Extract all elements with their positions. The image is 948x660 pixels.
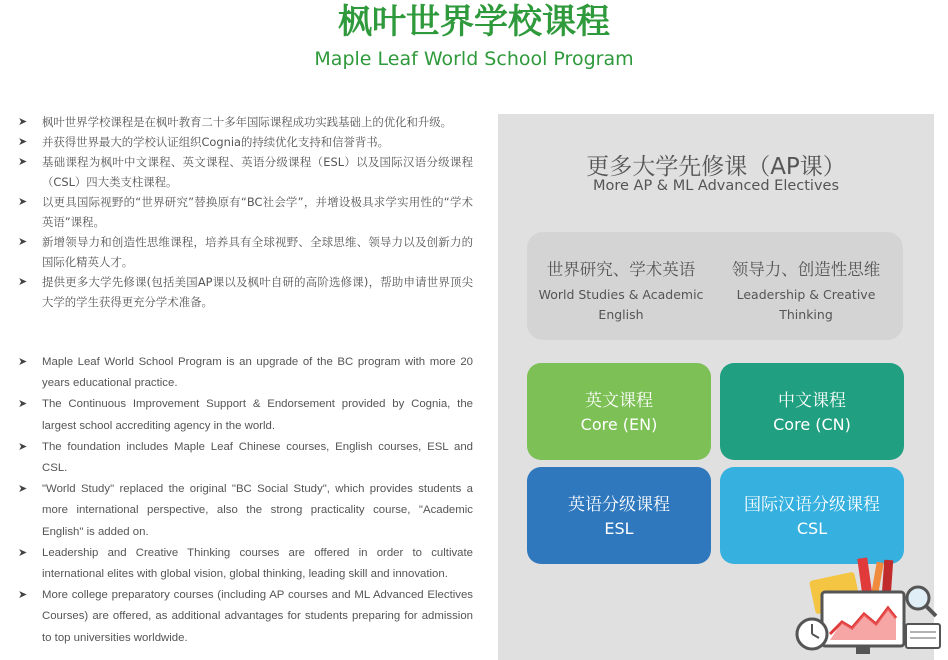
page-title-cn: 枫叶世界学校课程 [338, 2, 610, 42]
bullet-arrow-icon: ➤ [18, 440, 28, 453]
panel-title-en: More AP & ML Advanced Electives [592, 178, 840, 194]
list-item: ➤ More college preparatory courses (including AP courses and ML Advanced Electives Courses) are offered, as additional advantages for students preparing for admission to top universities worldwide. [18, 585, 473, 649]
list-item: ➤ "World Study" replaced the original "BC Social Study", which provides students a more international perspective, also the strong practicality course, "Academic English" is added on. [18, 479, 473, 543]
bullet-arrow-icon: ➤ [18, 275, 28, 288]
list-item: ➤ 基础课程为枫叶中文课程、英文课程、英语分级课程（ESL）以及国际汉语分级课程（CSL）四大类支柱课程。 [18, 152, 473, 192]
list-item: ➤ Maple Leaf World School Program is an upgrade of the BC program with more 20 years educational practice. [18, 352, 473, 394]
bullet-list-cn [18, 112, 473, 312]
core-en-box: 英文课程 Core (EN) [527, 363, 711, 460]
list-item: ➤ Leadership and Creative Thinking courses are offered in order to cultivate international elites with global vision, global thinking, leading skill and innovation. [18, 543, 473, 585]
bullet-arrow-icon: ➤ [18, 195, 28, 208]
list-item: ➤ 以更具国际视野的“世界研究”替换原有“BC社会学”，并增设极具求学实用性的“学术英语”课程。 [18, 192, 473, 232]
page-title-en: Maple Leaf World School Program [314, 48, 634, 70]
elective-world-studies: 世界研究、学术英语 World Studies & Academic English [538, 260, 704, 322]
csl-box: 国际汉语分级课程 CSL [720, 467, 904, 564]
list-item: ➤ 新增领导力和创造性思维课程，培养具有全球视野、全球思维、领导力以及创新力的国际化精英人才。 [18, 232, 473, 272]
bullet-arrow-icon: ➤ [18, 115, 28, 128]
bullet-arrow-icon: ➤ [18, 398, 28, 411]
bullet-arrow-icon: ➤ [18, 135, 28, 148]
study-tools-illustration [790, 548, 948, 660]
list-item: ➤ The foundation includes Maple Leaf Chinese courses, English courses, ESL and CSL. [18, 437, 473, 479]
bullet-arrow-icon: ➤ [18, 483, 28, 496]
list-item: ➤ 提供更多大学先修课(包括美国AP课以及枫叶自研的高阶选修课)，帮助申请世界顶尖大学的学生获得更充分学术准备。 [18, 272, 473, 312]
bullet-list-en [18, 352, 473, 649]
bullet-arrow-icon: ➤ [18, 235, 28, 248]
elective-leadership: 领导力、创造性思维 Leadership & Creative Thinking [731, 260, 881, 322]
list-item: ➤ The Continuous Improvement Support & Endorsement provided by Cognia, the largest school accrediting agency in the world. [18, 394, 473, 436]
list-item: ➤ 并获得世界最大的学校认证组织Cognia的持续优化支持和信誉背书。 [18, 132, 473, 152]
core-cn-box: 中文课程 Core (CN) [720, 363, 904, 460]
esl-box: 英语分级课程 ESL [527, 467, 711, 564]
panel-title-cn: 更多大学先修课（AP课） [586, 154, 846, 180]
bullet-arrow-icon: ➤ [18, 356, 28, 368]
electives-box [527, 232, 903, 340]
list-item: ➤ 枫叶世界学校课程是在枫叶教育二十多年国际课程成功实践基础上的优化和升级。 [18, 112, 473, 132]
bullet-arrow-icon: ➤ [18, 546, 28, 559]
bullet-arrow-icon: ➤ [18, 589, 28, 602]
bullet-arrow-icon: ➤ [18, 155, 28, 168]
